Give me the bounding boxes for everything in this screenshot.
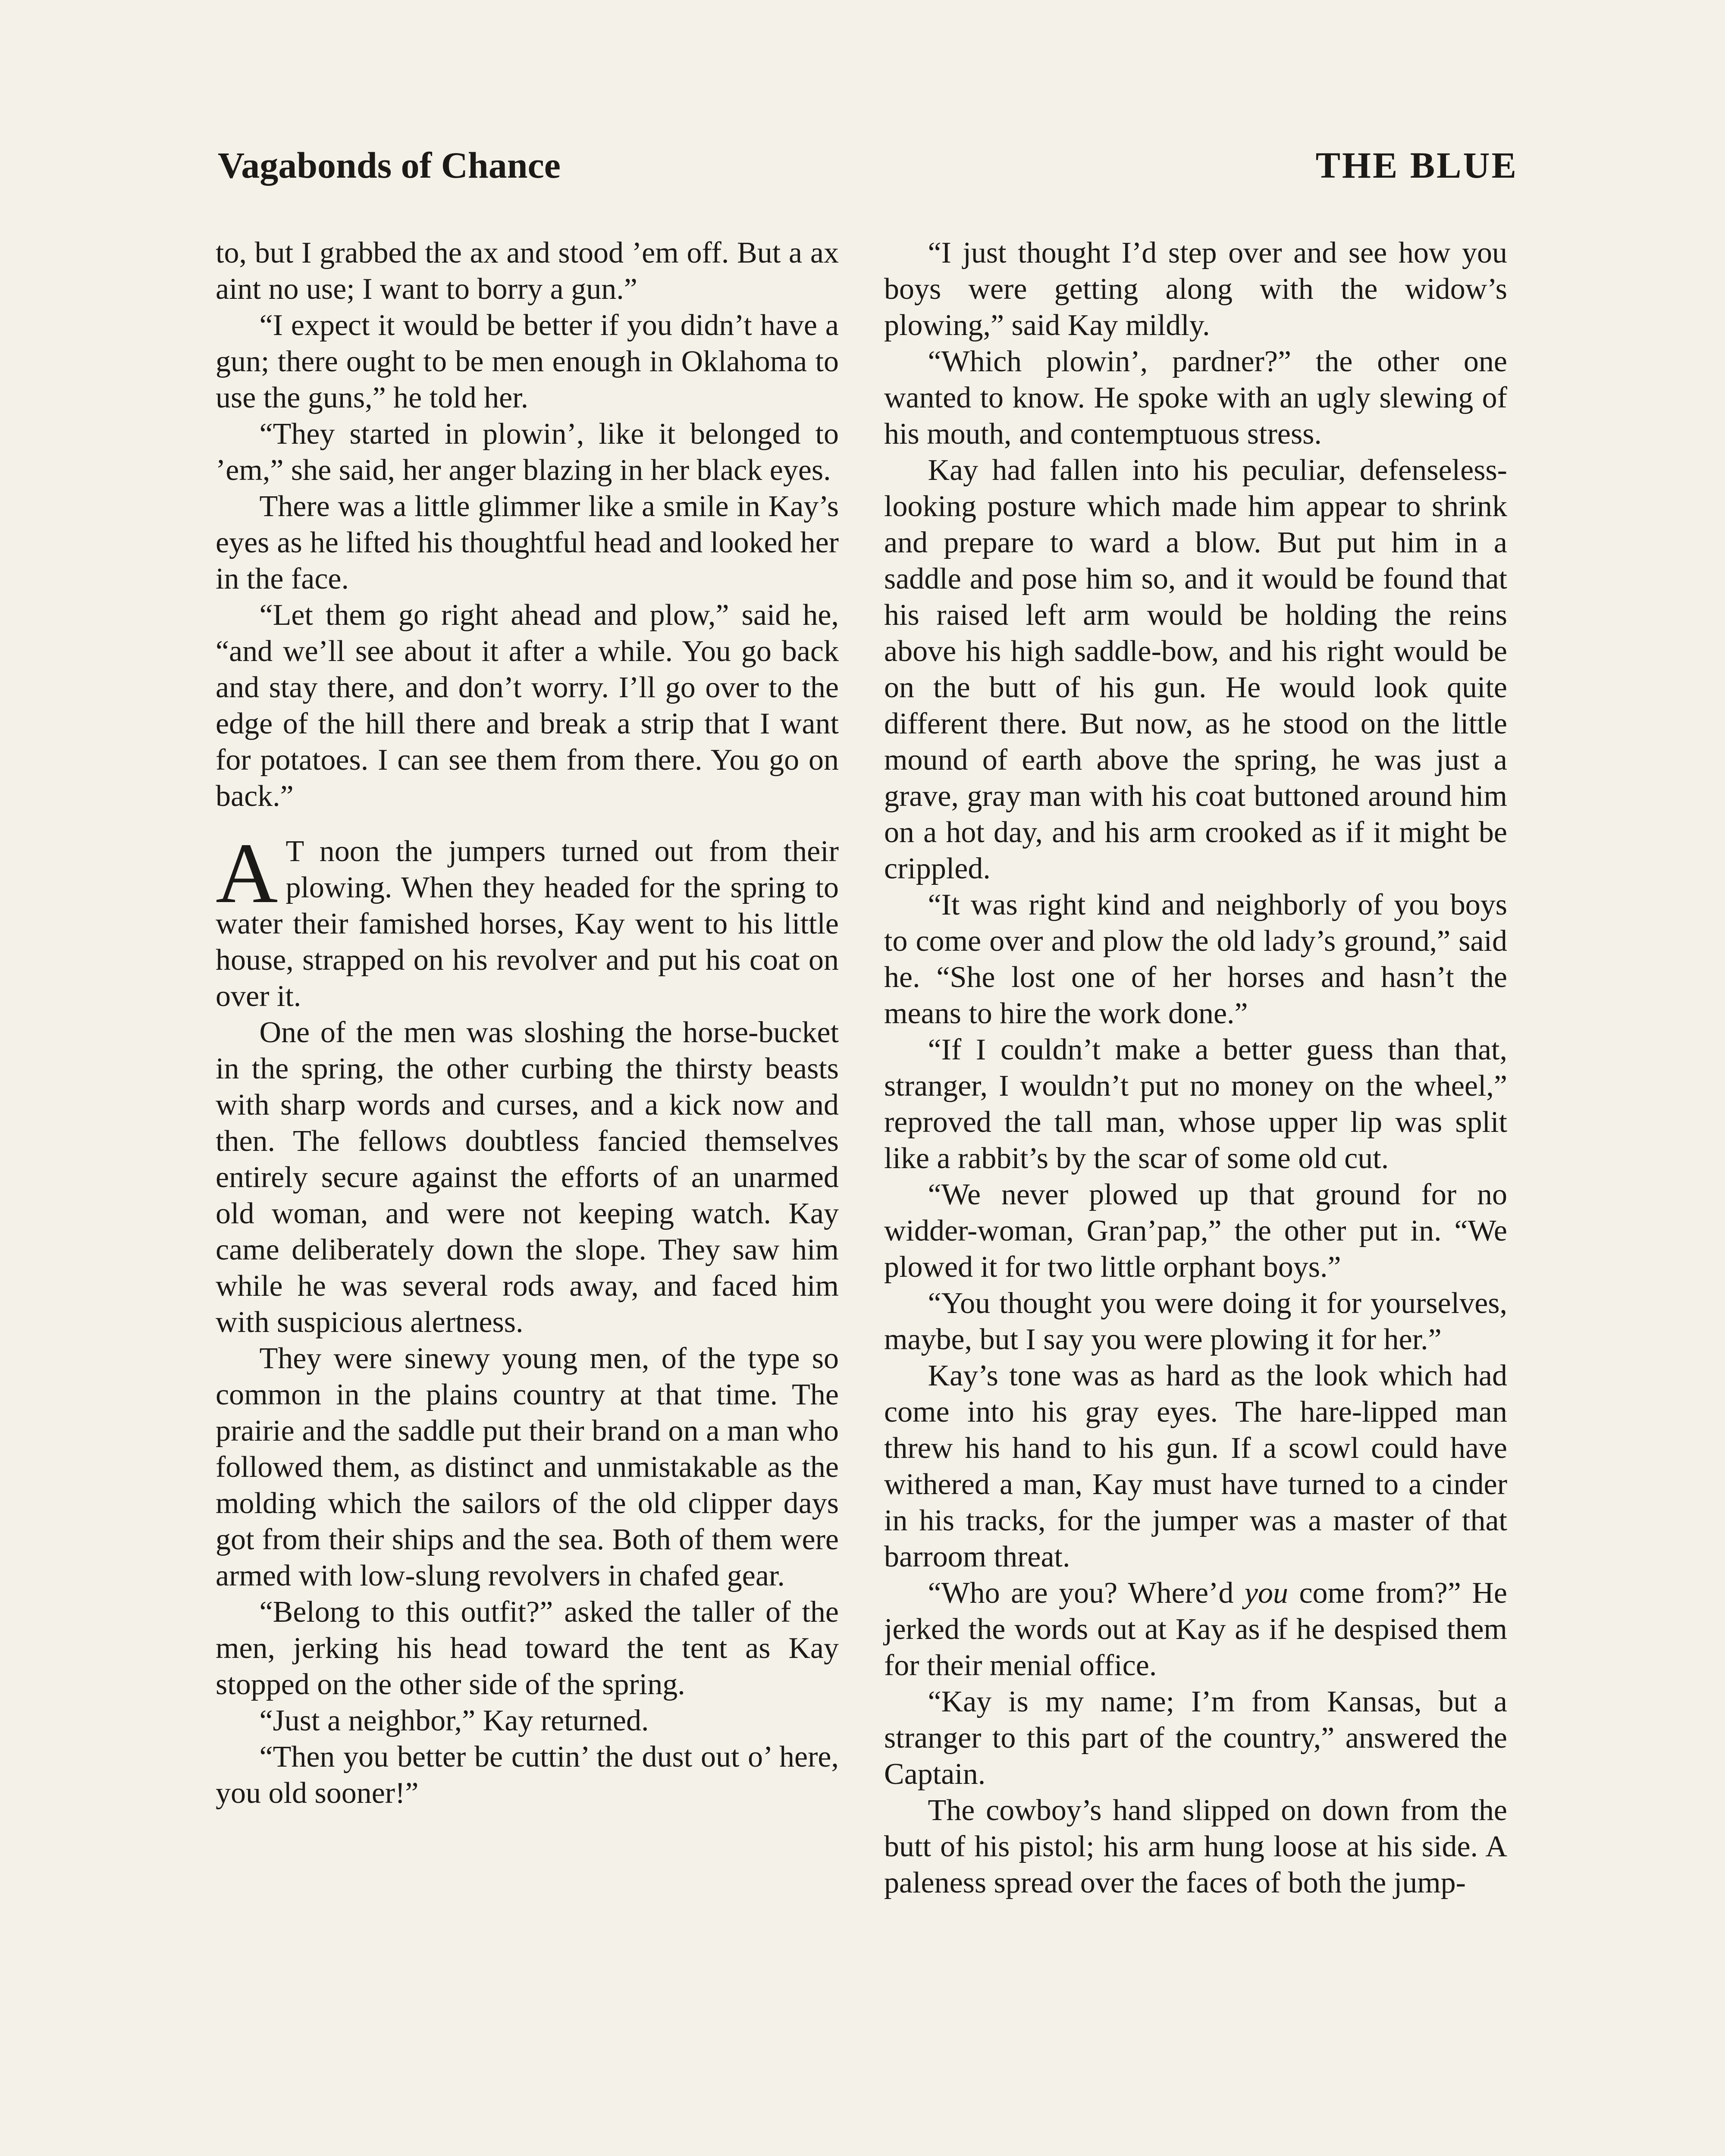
left-column (216, 235, 839, 1811)
paragraph: They were sinewy young men, of the type so common in the plains country at that time. The prairie and the saddle put their brand on a man who followed them, as distinct and unmistakable as the molding which the sailors of the old clipper days got from their ships and the sea. Both of them were armed with low-slung revolvers in chafed gear. (216, 1342, 839, 1592)
paragraph: “If I couldn’t make a better guess than that, stranger, I wouldn’t put no money on the wheel,” reproved the tall man, whose upper lip was split like a rabbit’s by the scar of some old cut. (884, 1033, 1507, 1175)
paragraph: Kay had fallen into his peculiar, defenseless-looking posture which made him appear to shrink and prepare to ward a blow. But put him in a saddle and pose him so, and it would be found that his raised left arm would be holding the reins above his high saddle-bow, and his right would be on the butt of his gun. He would look quite different there. But now, as he stood on the little mound of earth above the spring, he was just a grave, gray man with his coat buttoned around him on a hot day, and his arm crooked as if it might be crippled. (884, 454, 1507, 885)
drop-cap: A (216, 826, 278, 921)
paragraph-text: “Who are you? Where’d (928, 1576, 1245, 1610)
paragraph: There was a little glimmer like a smile in Kay’s eyes as he lifted his thoughtful head and looked her in the face. (216, 490, 839, 595)
paragraph: “They started in plowin’, like it belonged to ’em,” she said, her anger blazing in her black eyes. (216, 417, 839, 487)
paragraph: One of the men was sloshing the horse-bucket in the spring, the other curbing the thirsty beasts with sharp words and curses, and a kick now and then. The fellows doubtless fancied themselves entirely secure against the efforts of an unarmed old woman, and were not keeping watch. Kay came deliberately down the slope. They saw him while he was several rods away, and faced him with suspicious alertness. (216, 1016, 839, 1339)
emphasis: you (1244, 1576, 1288, 1610)
paragraph (884, 1575, 1507, 1684)
paragraph: “We never plowed up that ground for no widder-woman, Gran’pap,” the other put in. “We plowed it for two little orphant boys.” (884, 1178, 1507, 1284)
paragraph-text: T noon the jumpers turned out from their plowing. When they headed for the spring to water their famished horses, Kay went to his little house, strapped on his revolver and put his coat on over it. (216, 835, 839, 1013)
magazine-title: THE BLUE (1315, 144, 1518, 186)
paragraph: to, but I grabbed the ax and stood ’em off. But a ax aint no use; I want to borry a gun.” (216, 236, 839, 306)
running-title: Vagabonds of Chance (218, 144, 561, 186)
paragraph: “Kay is my name; I’m from Kansas, but a stranger to this part of the country,” answered the Captain. (884, 1685, 1507, 1791)
paragraph: The cowboy’s hand slipped on down from the butt of his pistol; his arm hung loose at his side. A paleness spread over the faces of both the jump- (884, 1794, 1507, 1899)
paragraph: Kay’s tone was as hard as the look which had come into his gray eyes. The hare-lipped man threw his hand to his gun. If a scowl could have withered a man, Kay must have turned to a cinder in his tracks, for the jumper was a master of that barroom threat. (884, 1359, 1507, 1573)
paragraph: “Which plowin’, pardner?” the other one wanted to know. He spoke with an ugly slewing of his mouth, and contemptuous stress. (884, 345, 1507, 451)
section-opening-paragraph (216, 826, 839, 1015)
paragraph: “Just a neighbor,” Kay returned. (259, 1704, 649, 1737)
paragraph-text: come from?” He jerked the words out at Kay as if he despised them for their menial office. (884, 1576, 1507, 1682)
right-column (884, 235, 1507, 1901)
paragraph: “You thought you were doing it for yourselves, maybe, but I say you were plowing it for her.” (884, 1287, 1507, 1356)
paragraph: “Then you better be cuttin’ the dust out o’ here, you old sooner!” (216, 1740, 839, 1810)
paragraph: “Let them go right ahead and plow,” said he, “and we’ll see about it after a while. You go back and stay there, and don’t worry. I’ll go over to the edge of the hill there and break a strip that I want for potatoes. I can see them from there. You go on back.” (216, 599, 839, 813)
paragraph: “It was right kind and neighborly of you boys to come over and plow the old lady’s ground,” said he. “She lost one of her horses and hasn’t the means to hire the work done.” (884, 888, 1507, 1030)
paragraph: “I expect it would be better if you didn’t have a gun; there ought to be men enough in Oklahoma to use the guns,” he told her. (216, 309, 839, 414)
paragraph: “Belong to this outfit?” asked the taller of the men, jerking his head toward the tent as Kay stopped on the other side of the spring. (216, 1595, 839, 1701)
paragraph: “I just thought I’d step over and see how you boys were getting along with the widow’s plowing,” said Kay mildly. (884, 236, 1507, 342)
